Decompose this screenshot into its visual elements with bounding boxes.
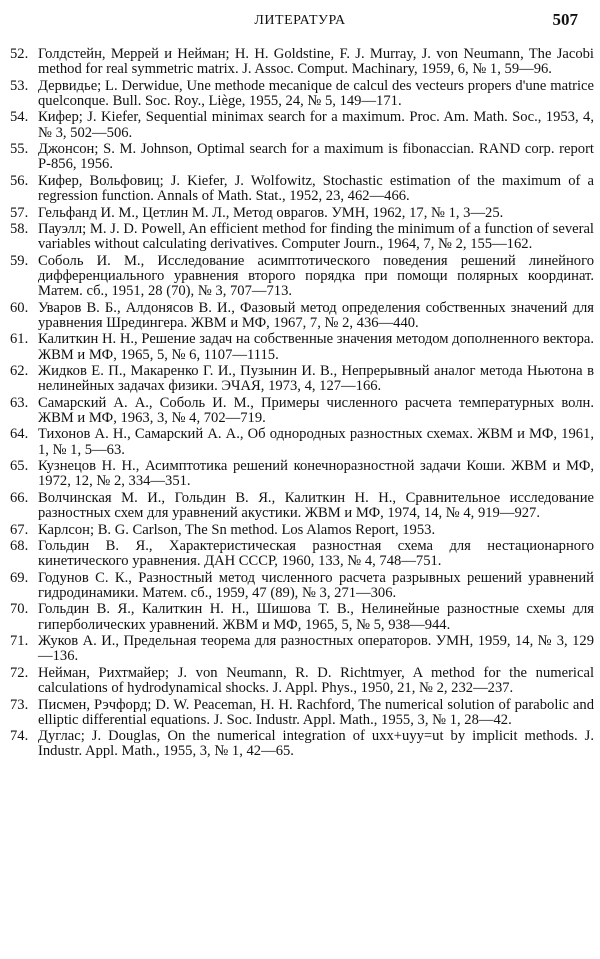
reference-item: [10, 571, 594, 601]
reference-number: 65.: [10, 458, 29, 475]
reference-text: Жидков Е. П., Макаренко Г. И., Пузынин И. В., Непрерывный аналог метода Ньютона в нелинейных задачах физики. ЭЧАЯ, 1973, 4, 127—166.: [38, 363, 594, 395]
reference-item: [10, 729, 594, 759]
reference-list: [10, 47, 594, 761]
reference-text: Кифер, Вольфовиц; J. Kiefer, J. Wolfowitz, Stochastic estimation of the maximum of a regression function. Annals of Math. Stat., 1952, 23, 462—466.: [38, 172, 594, 205]
reference-text: Уваров В. Б., Алдонясов В. И., Фазовый метод определения собственных значений для уравнения Шредингера. ЖВМ и МФ, 1967, 7, № 2, 436—440.: [38, 299, 594, 331]
reference-number: 52.: [10, 46, 29, 62]
reference-number: 72.: [10, 664, 29, 681]
running-title: ЛИТЕРАТУРА: [254, 13, 346, 28]
reference-item: [10, 634, 594, 664]
reference-item: [10, 459, 594, 489]
reference-item: [10, 364, 594, 394]
page-header: [0, 10, 600, 32]
reference-item: [10, 698, 594, 728]
reference-number: 71.: [10, 633, 29, 650]
reference-number: 58.: [10, 221, 29, 238]
reference-item: [10, 47, 594, 77]
reference-item: [10, 396, 594, 426]
reference-number: 69.: [10, 569, 29, 586]
reference-text: Карлсон; B. G. Carlson, The Sn method. Los Alamos Report, 1953.: [38, 521, 436, 538]
reference-number: 68.: [10, 538, 29, 555]
reference-number: 74.: [10, 728, 29, 745]
reference-number: 63.: [10, 394, 29, 411]
reference-number: 67.: [10, 521, 29, 538]
reference-text: Самарский А. А., Соболь И. М., Примеры численного расчета температурных волн. ЖВМ и МФ, 1963, 3, № 4, 702—719.: [38, 394, 594, 426]
reference-item: [10, 206, 594, 221]
reference-item: [10, 666, 594, 696]
reference-text: Калиткин Н. Н., Решение задач на собственные значения методом дополненного вектора. ЖВМ и МФ, 1965, 5, № 6, 1107—1115.: [38, 331, 594, 363]
reference-item: [10, 174, 594, 204]
reference-number: 66.: [10, 489, 29, 506]
reference-number: 60.: [10, 299, 29, 316]
reference-item: [10, 222, 594, 252]
reference-text: Гольдин В. Я., Калиткин Н. Н., Шишова Т. В., Нелинейные разностные схемы для гиперболических уравнений. ЖВМ и МФ, 1965, 5, № 5, 938—944.: [38, 601, 594, 633]
reference-item: [10, 301, 594, 331]
reference-number: 56.: [10, 172, 29, 189]
reference-text: Волчинская М. И., Гольдин В. Я., Калиткин Н. Н., Сравнительное исследование разностных схем для уравнений акустики. ЖВМ и МФ, 1974, 14, № 4, 919—927.: [38, 489, 594, 522]
reference-text: Дуглас; J. Douglas, On the numerical integration of uxx+uyy=ut by implicit methods. J. Industr. Appl. Math., 1955, 3, № 1, 42—65.: [38, 728, 594, 760]
reference-text: Гольдин В. Я., Характеристическая разностная схема для нестационарного кинетического уравнения. ДАН СССР, 1960, 133, № 4, 748—751.: [38, 538, 594, 570]
reference-text: Писмен, Рэчфорд; D. W. Peaceman, H. H. Rachford, The numerical solution of parabolic and elliptic differential equations. J. Soc. Industr. Appl. Math., 1955, 3, № 1, 28—42.: [38, 696, 594, 728]
reference-number: 64.: [10, 426, 29, 443]
reference-text: Жуков А. И., Предельная теорема для разностных операторов. УМН, 1959, 14, № 3, 129—136.: [38, 633, 594, 665]
reference-number: 55.: [10, 141, 29, 158]
reference-item: [10, 254, 594, 300]
reference-text: Джонсон; S. M. Johnson, Optimal search for a maximum is fibonaccian. RAND corp. report P-856, 1956.: [38, 141, 594, 173]
reference-number: 59.: [10, 252, 29, 269]
reference-text: Годунов С. К., Разностный метод численного расчета разрывных решений уравнений гидродинамики. Матем. сб., 1959, 47 (89), № 3, 271—306.: [38, 569, 594, 601]
reference-text: Нейман, Рихтмайер; J. von Neumann, R. D. Richtmyer, A method for the numerical calculations of hydrodynamical shocks. J. Appl. Phys., 1950, 21, № 2, 232—237.: [38, 664, 594, 697]
reference-item: [10, 110, 594, 140]
page-number: 507: [552, 10, 578, 29]
reference-item: [10, 539, 594, 569]
reference-text: Тихонов А. Н., Самарский А. А., Об однородных разностных схемах. ЖВМ и МФ, 1961, 1, № 1, 5—63.: [38, 426, 594, 458]
reference-text: Кифер; J. Kiefer, Sequential minimax search for a maximum. Proc. Am. Math. Soc., 1953, 4, № 3, 502—506.: [38, 109, 594, 141]
reference-number: 54.: [10, 109, 29, 126]
reference-item: [10, 332, 594, 362]
reference-text: Пауэлл; M. J. D. Powell, An efficient method for finding the minimum of a function of several variables without calculating derivatives. Computer Journ., 1964, 7, № 2, 155—162.: [38, 221, 594, 253]
reference-item: [10, 79, 594, 109]
reference-item: [10, 142, 594, 172]
reference-number: 57.: [10, 204, 29, 221]
reference-text: Кузнецов Н. Н., Асимптотика решений конечноразностной задачи Коши. ЖВМ и МФ, 1972, 12, № 2, 334—351.: [38, 458, 594, 490]
reference-number: 73.: [10, 696, 29, 713]
reference-text: Голдстейн, Меррей и Нейман; H. H. Goldstine, F. J. Murray, J. von Neumann, The Jacobi method for real symmetric matrix. J. Assoc. Comput. Machinary, 1959, 6, № 1, 59—96.: [38, 46, 594, 78]
reference-number: 53.: [10, 77, 29, 94]
reference-item: [10, 427, 594, 457]
reference-text: Дервидье; L. Derwidue, Une methode mecanique de calcul des vecteurs propers d'une matrice quelconque. Bull. Soc. Roy., Liège, 1955, 24, № 5, 149—171.: [38, 77, 594, 109]
reference-text: Гельфанд И. М., Цетлин М. Л., Метод оврагов. УМН, 1962, 17, № 1, 3—25.: [38, 204, 504, 221]
reference-number: 61.: [10, 331, 29, 348]
reference-item: [10, 491, 594, 521]
reference-number: 62.: [10, 363, 29, 380]
reference-item: [10, 523, 594, 538]
reference-item: [10, 602, 594, 632]
reference-number: 70.: [10, 601, 29, 618]
reference-text: Соболь И. М., Исследование асимптотического поведения решений линейного дифференциального уравнения второго порядка при помощи полярных координат. Матем. сб., 1951, 28 (70), № 3, 707—713.: [38, 252, 594, 300]
